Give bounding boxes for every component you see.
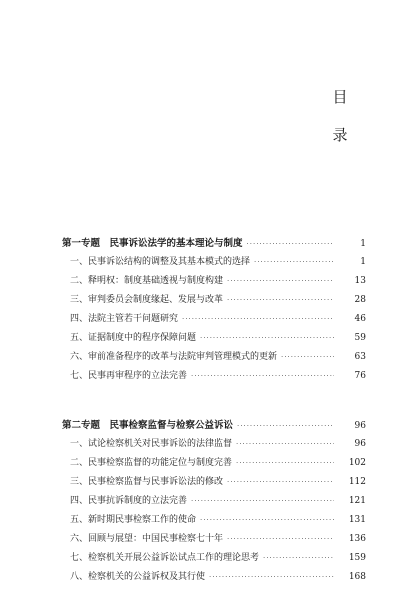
entry-title: 四、民事抗诉制度的立法完善 <box>70 496 188 506</box>
dot-leader <box>236 435 334 454</box>
toc-entry[interactable] <box>62 568 366 587</box>
dot-leader <box>254 253 334 272</box>
page-number: 76 <box>354 371 366 381</box>
page-number: 96 <box>354 439 366 449</box>
toc-heading-char-2: 录 <box>332 126 348 144</box>
dot-leader <box>191 367 334 386</box>
page-number: 102 <box>348 458 366 468</box>
dot-leader <box>209 568 334 587</box>
dot-leader <box>227 272 334 291</box>
entry-title: 二、民事检察监督的功能定位与制度完善 <box>70 458 233 468</box>
toc-entry[interactable] <box>62 454 366 473</box>
toc-entry[interactable] <box>62 291 366 310</box>
dot-leader <box>227 473 334 492</box>
dot-leader <box>227 530 334 549</box>
section-title: 第二专题 民事检察监督与检察公益诉讼 <box>62 420 234 431</box>
entry-title: 七、检察机关开展公益诉讼试点工作的理论思考 <box>70 553 260 563</box>
page-number: 1 <box>360 257 366 267</box>
page-number: 121 <box>348 496 366 506</box>
toc-entry[interactable] <box>62 473 366 492</box>
dot-leader <box>263 549 334 568</box>
section-heading-row[interactable] <box>62 416 366 435</box>
page-number: 46 <box>354 314 366 324</box>
page-number: 28 <box>354 295 366 305</box>
toc-heading <box>320 78 360 154</box>
dot-leader <box>237 417 334 436</box>
entry-title: 六、审前准备程序的改革与法院审判管理模式的更新 <box>70 352 278 362</box>
toc-section-2 <box>62 416 366 587</box>
toc-entry[interactable] <box>62 253 366 272</box>
toc-heading-char-1: 目 <box>332 88 348 106</box>
page-number: 59 <box>354 333 366 343</box>
section-title: 第一专题 民事诉讼法学的基本理论与制度 <box>62 238 243 249</box>
page-number: 1 <box>360 239 366 249</box>
entry-title: 六、回顾与展望：中国民事检察七十年 <box>70 534 224 544</box>
entry-title: 七、民事再审程序的立法完善 <box>70 371 188 381</box>
dot-leader <box>182 310 334 329</box>
entry-title: 八、检察机关的公益诉权及其行使 <box>70 572 206 582</box>
page-number: 96 <box>354 421 366 431</box>
toc-entry[interactable] <box>62 348 366 367</box>
page-number: 13 <box>354 276 366 286</box>
page-number: 136 <box>348 534 366 544</box>
dot-leader <box>191 492 334 511</box>
dot-leader <box>227 291 334 310</box>
page-number: 159 <box>348 553 366 563</box>
dot-leader <box>236 454 334 473</box>
dot-leader <box>200 329 334 348</box>
toc-entry[interactable] <box>62 492 366 511</box>
page-number: 168 <box>348 572 366 582</box>
entry-title: 三、审判委员会制度缘起、发展与改革 <box>70 295 224 305</box>
page-number: 131 <box>348 515 366 525</box>
toc-entry[interactable] <box>62 530 366 549</box>
section-heading-row[interactable] <box>62 234 366 253</box>
table-of-contents <box>62 234 366 587</box>
toc-entry[interactable] <box>62 549 366 568</box>
entry-title: 三、民事检察监督与民事诉讼法的修改 <box>70 477 224 487</box>
dot-leader <box>247 235 334 254</box>
toc-entry[interactable] <box>62 367 366 386</box>
entry-title: 一、民事诉讼结构的调整及其基本模式的选择 <box>70 257 251 267</box>
dot-leader <box>281 348 334 367</box>
toc-entry[interactable] <box>62 272 366 291</box>
entry-title: 五、新时期民事检察工作的使命 <box>70 515 197 525</box>
entry-title: 五、证据制度中的程序保障问题 <box>70 333 197 343</box>
page-number: 63 <box>354 352 366 362</box>
entry-title: 二、释明权：制度基础透视与制度构建 <box>70 276 224 286</box>
entry-title: 一、试论检察机关对民事诉讼的法律监督 <box>70 439 233 449</box>
page-number: 112 <box>348 477 366 487</box>
toc-entry[interactable] <box>62 511 366 530</box>
toc-entry[interactable] <box>62 329 366 348</box>
toc-section-1 <box>62 234 366 386</box>
toc-entry[interactable] <box>62 310 366 329</box>
toc-entry[interactable] <box>62 435 366 454</box>
entry-title: 四、法院主管若干问题研究 <box>70 314 179 324</box>
dot-leader <box>200 511 334 530</box>
